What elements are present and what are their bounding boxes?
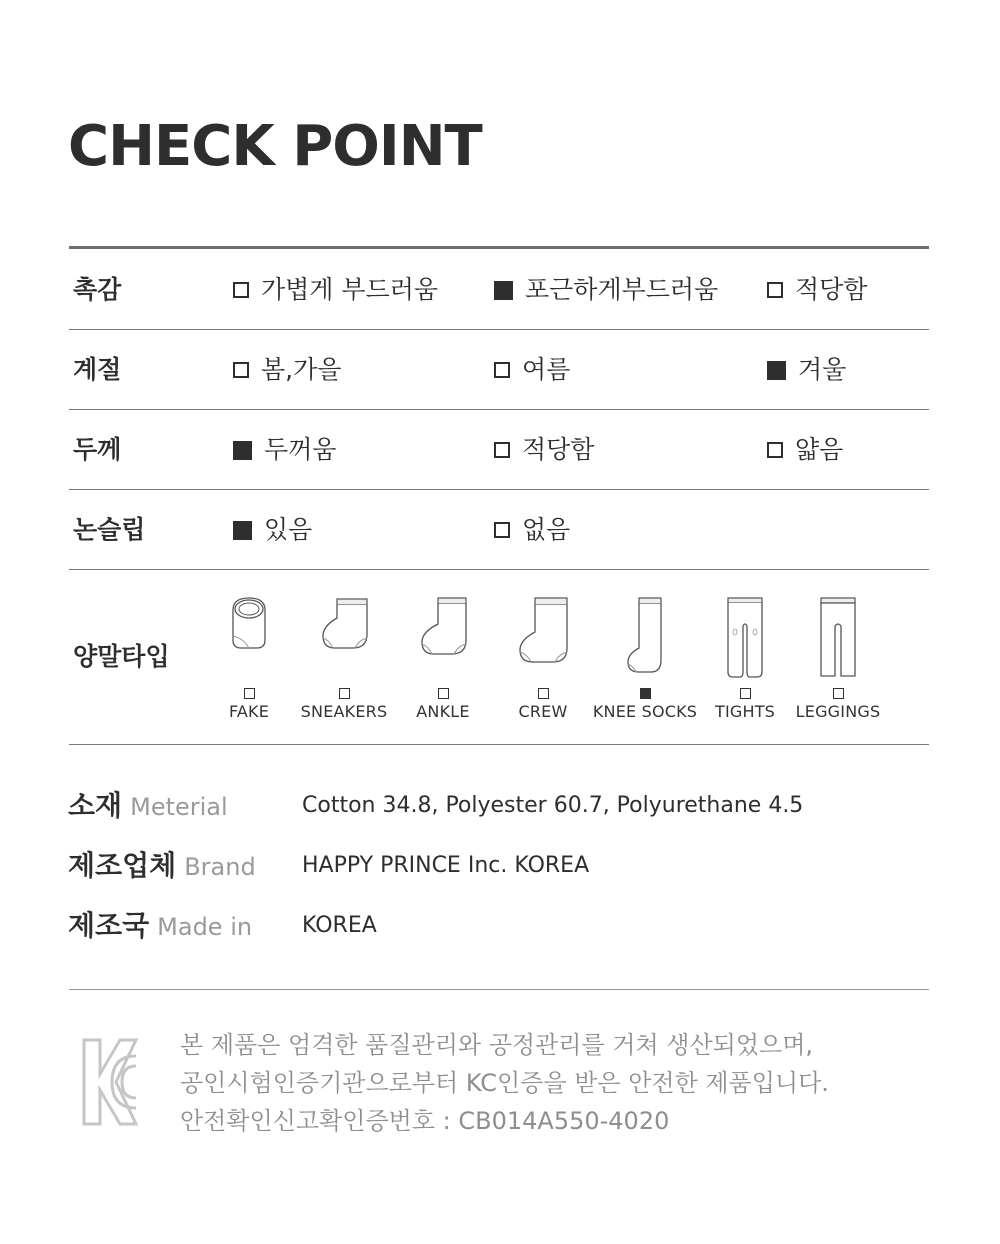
leggings-icon	[818, 596, 858, 680]
season-option-summer	[494, 354, 570, 386]
thickness-option-thick	[233, 434, 336, 466]
sock-label: LEGGINGS	[795, 702, 881, 721]
spec-key-material	[68, 788, 228, 825]
option-label: 적당함	[522, 435, 595, 464]
spec-value-material: Cotton 34.8, Polyester 60.7, Polyurethane 4.5	[302, 793, 804, 818]
spec-value-origin: KOREA	[302, 913, 377, 938]
spec-value-brand: HAPPY PRINCE Inc. KOREA	[302, 853, 590, 878]
sock-type-leggings	[783, 596, 893, 726]
option-label: 적당함	[795, 275, 868, 304]
checkbox	[233, 362, 249, 378]
sock-label: ANKLE	[416, 702, 470, 721]
option-label: 두꺼움	[264, 435, 337, 464]
row-divider	[69, 329, 929, 330]
checkbox-checked	[640, 688, 651, 699]
option-label: 여름	[522, 355, 571, 384]
sock-label: CREW	[518, 702, 568, 721]
option-label: 겨울	[798, 355, 847, 384]
row-label-texture: 촉감	[73, 275, 122, 304]
sock-label: TIGHTS	[714, 702, 776, 721]
table-bottom-divider	[69, 744, 929, 745]
option-label: 얇음	[795, 435, 844, 464]
spec-key-origin	[68, 908, 252, 945]
sock-type-knee-socks	[590, 596, 700, 726]
checkbox	[244, 688, 255, 699]
ankle-sock-icon	[418, 596, 468, 658]
option-label: 포근하게부드러움	[525, 275, 719, 304]
checkbox	[767, 442, 783, 458]
sock-type-sneakers	[289, 596, 399, 726]
row-label-sock-type: 양말타입	[73, 642, 170, 671]
sneakers-sock-icon	[319, 596, 369, 654]
spec-key-en: Brand	[184, 853, 256, 881]
thickness-option-thin	[767, 434, 843, 466]
fake-sock-icon	[229, 596, 269, 654]
sock-label: KNEE SOCKS	[592, 702, 698, 721]
spec-key-ko: 소재	[68, 789, 123, 822]
row-label-season: 계절	[73, 355, 122, 384]
texture-option-cozy	[494, 274, 718, 306]
checkbox	[538, 688, 549, 699]
table-top-divider	[69, 246, 929, 249]
row-divider	[69, 409, 929, 410]
checkbox-checked	[233, 441, 252, 460]
row-label-nonslip: 논슬립	[73, 515, 146, 544]
option-label: 없음	[522, 515, 571, 544]
option-label: 봄,가을	[261, 355, 342, 384]
spec-key-ko: 제조업체	[68, 849, 177, 882]
sock-type-ankle	[388, 596, 498, 726]
spec-key-brand	[68, 848, 256, 885]
checkbox	[494, 442, 510, 458]
kc-text-line: 본 제품은 엄격한 품질관리와 공정관리를 거쳐 생산되었으며,	[180, 1031, 814, 1059]
season-option-spring-fall	[233, 354, 341, 386]
tights-icon	[725, 596, 765, 680]
row-label-thickness: 두께	[73, 435, 122, 464]
page-title: CHECK POINT	[68, 114, 482, 179]
nonslip-option-yes	[233, 514, 312, 546]
section-divider	[69, 989, 929, 990]
checkbox	[438, 688, 449, 699]
option-label: 가볍게 부드러움	[261, 275, 438, 304]
checkbox	[339, 688, 350, 699]
checkbox-checked	[233, 521, 252, 540]
checkbox	[833, 688, 844, 699]
checkbox-checked	[767, 361, 786, 380]
checkbox	[233, 282, 249, 298]
spec-key-en: Meterial	[130, 793, 228, 821]
crew-sock-icon	[517, 596, 569, 666]
sock-label: SNEAKERS	[300, 702, 388, 721]
row-divider	[69, 489, 929, 490]
checkbox	[494, 522, 510, 538]
checkbox-checked	[494, 281, 513, 300]
texture-option-moderate	[767, 274, 867, 306]
option-label: 있음	[264, 515, 313, 544]
season-option-winter	[767, 354, 846, 386]
row-divider	[69, 569, 929, 570]
thickness-option-moderate	[494, 434, 594, 466]
checkbox	[494, 362, 510, 378]
nonslip-option-no	[494, 514, 570, 546]
spec-key-ko: 제조국	[68, 909, 150, 942]
sock-label: FAKE	[228, 702, 270, 721]
knee-sock-icon	[625, 596, 665, 676]
checkbox	[740, 688, 751, 699]
checkbox	[767, 282, 783, 298]
kc-text-line: 공인시험인증기관으로부터 KC인증을 받은 안전한 제품입니다.	[180, 1069, 829, 1097]
texture-option-light	[233, 274, 438, 306]
sock-type-fake	[194, 596, 304, 726]
spec-key-en: Made in	[157, 913, 253, 941]
sock-type-crew	[488, 596, 598, 726]
kc-mark-icon	[80, 1036, 140, 1128]
kc-cert-number: 안전확인신고확인증번호 : CB014A550-4020	[180, 1107, 670, 1135]
